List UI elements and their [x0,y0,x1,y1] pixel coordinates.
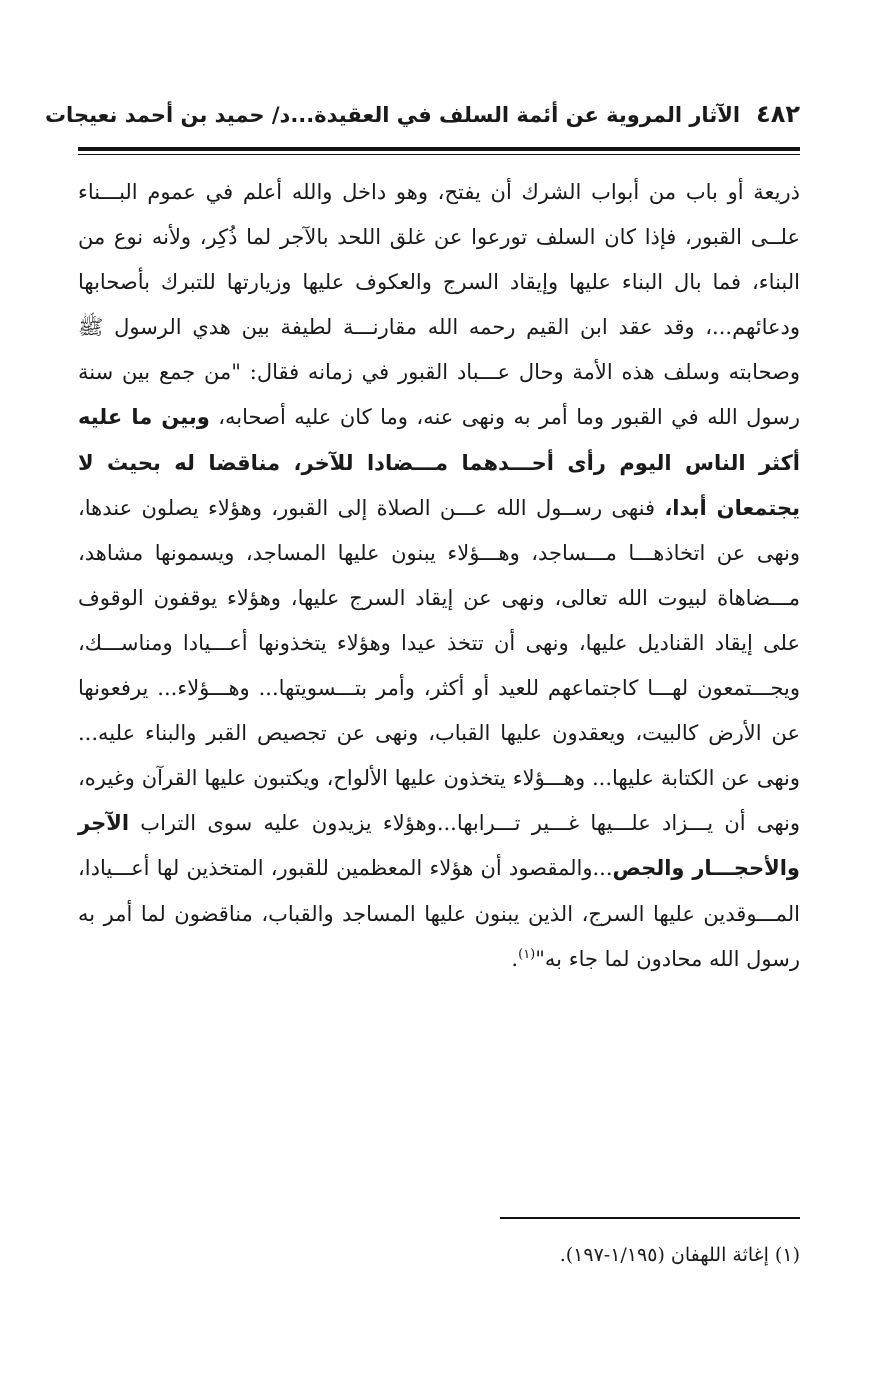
text-segment: ذريعة أو باب من أبواب الشرك أن يفتح، وهو داخل والله أعلم في عموم البـــناء علــى القبور، فإذا كان السلف تورعوا عن غلق اللحد بالآجر لما ذُكِر، ولأنه نوع من البناء، فما بال البناء عليها وإيقاد السرج والعكوف عليها وزيارتها للتبرك بأصحابها ودعائهم...، وقد عقد ابن القيم رحمه الله مقارنـــة لطيفة بين هدي الرسول ﷺ وصحابته وسلف هذه الأمة وحال عـــباد القبور في زمانه فقال: "من جمع بين سنة رسول الله في القبور وما أمر به ونهى عنه، وما كان عليه أصحابه، [78,180,800,430]
footnote-reference: (١) [518,946,536,962]
running-header [44,100,800,140]
text-segment: فنهى رســول الله عـــن الصلاة إلى القبور، وهؤلاء يصلون عندها، ونهى عن اتخاذهـــا مـــساجد، وهـــؤلاء يبنون عليها المساجد، ويسمونها مشاهد، مـــضاهاة لبيوت الله تعالى، ونهى عن إيقاد السرج عليها، وهؤلاء يوقفون الوقوف على إيقاد القناديل عليها، ونهى أن تتخذ عيدا وهؤلاء يتخذونها أعـــيادا ومناســـك، ويجـــتمعون لهـــا كاجتماعهم للعيد أو أكثر، وأمر بتـــسويتها... وهـــؤلاء... يرفعونها عن الأرض كالبيت، ويعقدون عليها القباب، ونهى عن تجصيص القبر والبناء عليه... ونهى عن الكتابة عليها... وهـــؤلاء يتخذون عليها الألواح، ويكتبون عليها القرآن وغيره، ونهى أن يـــزاد علـــيها غـــير تـــرابها...وهؤلاء يزيدون عليه سوى التراب [78,495,800,836]
footnote-rule [500,1217,800,1219]
bold-text: الآجر والأحجـــار والجص [78,811,800,881]
text-segment: . [511,946,519,971]
footnote: (١) إغاثة اللهفان (١/١٩٥-١٩٧). [559,1244,800,1266]
header-title: الآثار المروية عن أئمة السلف في العقيدة...د/ حميد بن أحمد نعيجات [44,103,741,127]
paragraph [78,170,800,982]
text-segment: ...والمقصود أن هؤلاء المعظمين للقبور، المتخذين لها أعـــيادا، المـــوقدين عليها السرج، الذين يبنون عليها المساجد والقباب، مناقضون لما أمر به رسول الله محادون لما جاء به" [78,856,800,971]
bold-text: وبين ما عليه أكثر الناس اليوم رأى أحـــدهما مـــضادا للآخر، مناقضا له بحيث لا يجتمعان أبدا، [78,405,800,520]
page-number: ٤٨٢ [756,100,800,128]
main-text [78,170,800,982]
header-rule-thin [78,154,800,155]
header-rule [78,147,800,151]
book-page [44,100,800,1320]
